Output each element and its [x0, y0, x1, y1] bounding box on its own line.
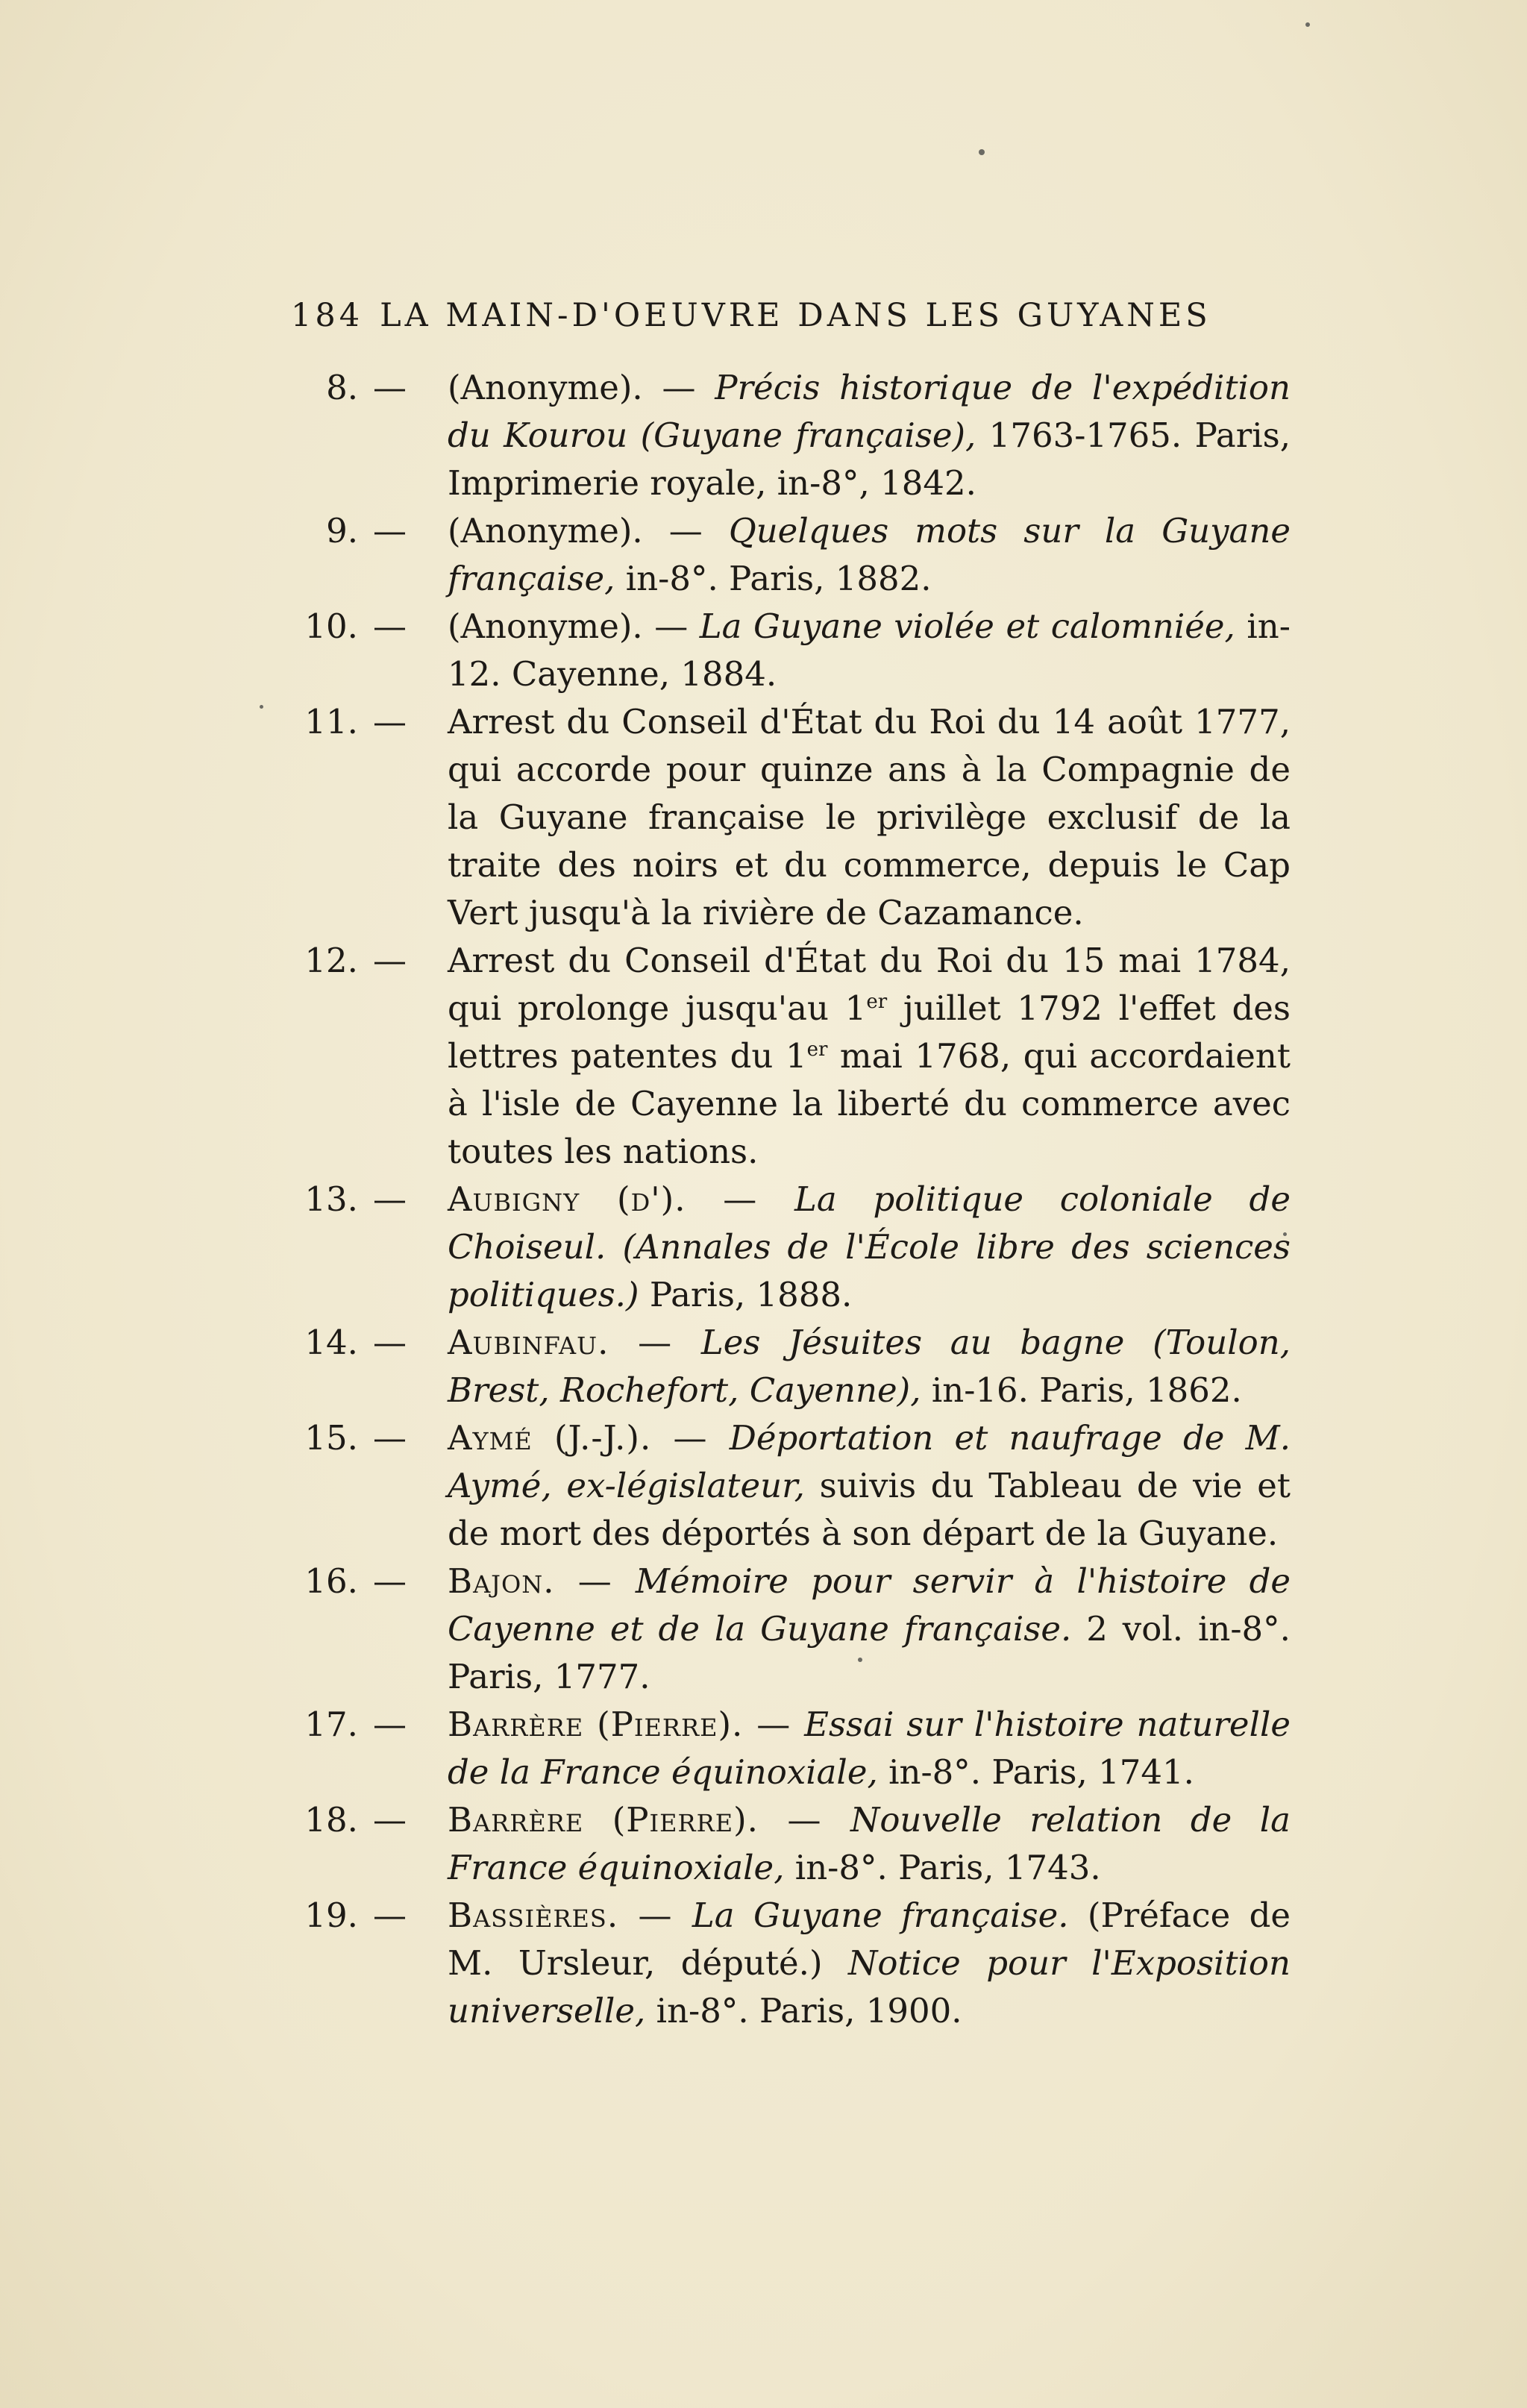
- bibliography-entry: [283, 1701, 1291, 1796]
- entry-dash: —: [373, 1179, 407, 1219]
- bibliography-list: [283, 364, 1291, 2035]
- header-title: LA MAIN-D'OEUVRE DANS LES GUYANES: [380, 297, 1211, 334]
- entry-details: in-8°. Paris, 1741.: [877, 1752, 1194, 1792]
- bibliography-entry: [283, 1558, 1291, 1701]
- entry-author: Barrère (Pierre). —: [448, 1705, 805, 1744]
- entry-title: Essai sur l'histoire naturelle de la France équinoxiale,: [448, 1705, 1291, 1792]
- entry-title: La politique coloniale de Choiseul. (Annales de l'École libre des sciences politiques.): [448, 1179, 1291, 1314]
- entry-details: 1763-1765. Paris, Imprimerie royale, in-8°, 1842.: [448, 416, 1291, 503]
- entry-title: Les Jésuites au bagne (Toulon, Brest, Rochefort, Cayenne),: [448, 1323, 1291, 1410]
- entry-details: in-8°. Paris, 1882.: [615, 559, 932, 598]
- entry-details: 2 vol. in-8°. Paris, 1777.: [448, 1609, 1291, 1696]
- bibliography-entry: [283, 937, 1291, 1176]
- entry-details: suivis du Tableau de vie et de mort des déportés à son départ de la Guyane.: [448, 1466, 1291, 1553]
- entry-details: Arrest du Conseil d'État du Roi du 14 août 1777, qui accorde pour quinze ans à la Compagnie de la Guyane française le privilège exclusif de la traite des noirs et du commerce, depuis le Cap Vert jusqu'à la rivière de Cazamance.: [448, 702, 1291, 932]
- entry-dash: —: [373, 702, 407, 741]
- entry-title: Mémoire pour servir à l'histoire de Cayenne et de la Guyane française.: [448, 1561, 1291, 1649]
- bibliography-entry: [283, 603, 1291, 698]
- entry-details: juillet 1792 l'effet des lettres patentes du 1: [448, 988, 1291, 1076]
- entry-number: 9.: [326, 511, 358, 551]
- entry-number: 8.: [326, 368, 358, 407]
- entry-author: Bajon. —: [448, 1561, 636, 1601]
- bibliography-entry: [283, 1176, 1291, 1319]
- entry-number: 14.: [304, 1323, 358, 1362]
- entry-title: Précis historique de l'expédition du Kourou (Guyane française),: [448, 368, 1291, 455]
- entry-number: 17.: [304, 1705, 358, 1744]
- entry-author: (Anonyme). —: [448, 368, 715, 407]
- bibliography-entry: [283, 507, 1291, 603]
- entry-details: Arrest du Conseil d'État du Roi du 15 mai 1784, qui prolonge jusqu'au 1: [448, 941, 1291, 1028]
- running-header: [291, 297, 1223, 334]
- bibliography-entry: [283, 364, 1291, 507]
- entry-details: in-12. Cayenne, 1884.: [448, 606, 1291, 694]
- entry-title: La Guyane française.: [692, 1896, 1069, 1935]
- entry-number: 11.: [304, 702, 358, 741]
- bibliography-entry: [283, 1414, 1291, 1558]
- entry-author: (Anonyme). —: [448, 511, 729, 551]
- entry-dash: —: [373, 606, 407, 646]
- entry-number: 10.: [304, 606, 358, 646]
- bibliography-entry: [283, 1319, 1291, 1414]
- entry-number: 15.: [304, 1418, 358, 1458]
- entry-details: in-16. Paris, 1862.: [921, 1370, 1242, 1410]
- entry-details: in-8°. Paris, 1900.: [645, 1991, 962, 2031]
- entry-number: 19.: [304, 1896, 358, 1935]
- entry-title: Quelques mots sur la Guyane française,: [448, 511, 1291, 598]
- entry-title: Notice pour l'Exposition universelle,: [448, 1943, 1291, 2031]
- entry-title: Déportation et naufrage de M. Aymé, ex-législateur,: [448, 1418, 1291, 1505]
- entry-number: 16.: [304, 1561, 358, 1601]
- entry-details: mai 1768, qui accordaient à l'isle de Cayenne la liberté du commerce avec toutes les nations.: [448, 1036, 1291, 1171]
- entry-author: (Anonyme). —: [448, 606, 700, 646]
- entry-dash: —: [373, 1323, 407, 1362]
- entry-title: Nouvelle relation de la France équinoxiale,: [448, 1800, 1291, 1887]
- entry-number: 18.: [304, 1800, 358, 1840]
- entry-author: Aymé (J.-J.). —: [448, 1418, 730, 1458]
- entry-dash: —: [373, 941, 407, 980]
- entry-dash: —: [373, 1800, 407, 1840]
- entry-dash: —: [373, 511, 407, 551]
- bibliography-entry: [283, 1796, 1291, 1892]
- entry-number: 13.: [304, 1179, 358, 1219]
- entry-dash: —: [373, 1896, 407, 1935]
- entry-dash: —: [373, 1561, 407, 1601]
- entry-author: Bassières. —: [448, 1896, 692, 1935]
- entry-number: 12.: [304, 941, 358, 980]
- page-number: 184: [291, 297, 364, 334]
- superscript: er: [866, 991, 888, 1013]
- entry-author: Barrère (Pierre). —: [448, 1800, 850, 1840]
- entry-details: in-8°. Paris, 1743.: [784, 1848, 1101, 1887]
- entry-author: Aubinfau. —: [448, 1323, 701, 1362]
- bibliography-entry: [283, 698, 1291, 937]
- entry-dash: —: [373, 368, 407, 407]
- entry-dash: —: [373, 1705, 407, 1744]
- entry-title: La Guyane violée et calomniée,: [699, 606, 1235, 646]
- entry-dash: —: [373, 1418, 407, 1458]
- entry-details: (Préface de M. Ursleur, député.): [448, 1896, 1291, 1983]
- bibliography-entry: [283, 1892, 1291, 2035]
- entry-details: Paris, 1888.: [639, 1275, 853, 1314]
- superscript: er: [806, 1038, 828, 1061]
- entry-author: Aubigny (d'). —: [448, 1179, 795, 1219]
